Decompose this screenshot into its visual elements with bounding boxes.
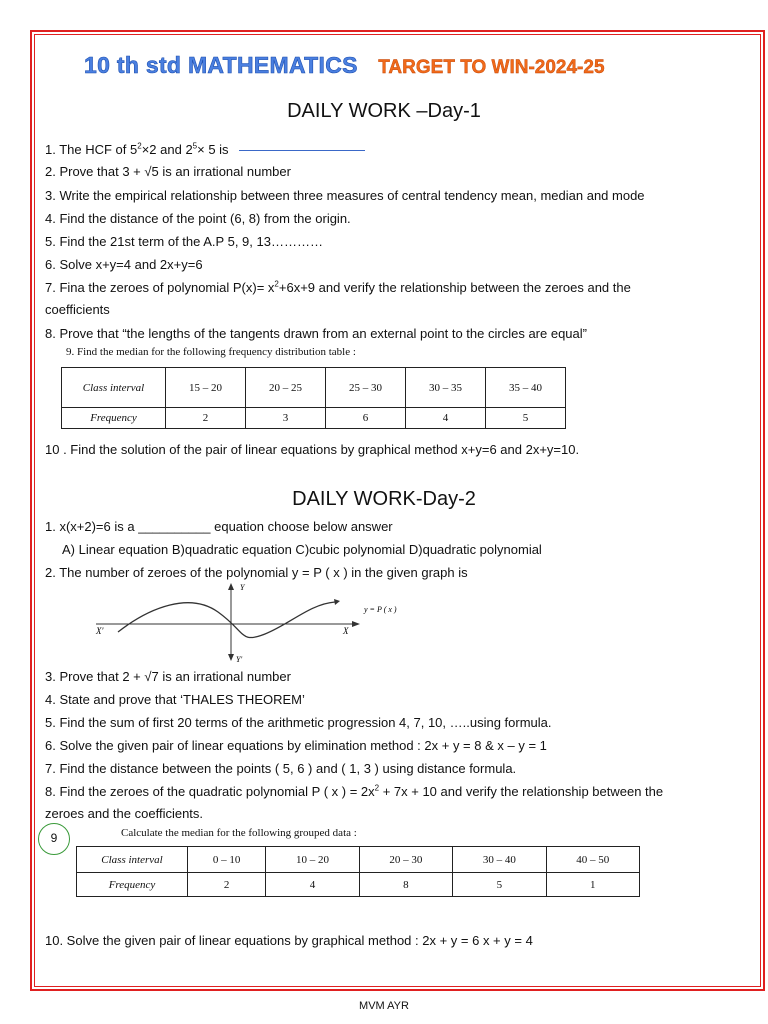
day1-question-5: 5. Find the 21st term of the A.P 5, 9, 13…………: [45, 234, 323, 249]
day1-question-8: 8. Prove that “the lengths of the tangents drawn from an external point to the circles are equal”: [45, 326, 587, 341]
table-cell: 35 – 40: [486, 368, 566, 408]
table-cell: 10 – 20: [266, 847, 359, 873]
day1-question-9: 9. Find the median for the following frequency distribution table :: [66, 346, 356, 358]
page-title: 10 th std MATHEMATICS: [84, 52, 358, 78]
footer-text: MVM AYR: [359, 1000, 409, 1012]
table-cell: 2: [166, 408, 246, 429]
day2-question-8-continued: zeroes and the coefficients.: [45, 806, 204, 821]
table-cell: 8: [359, 873, 452, 897]
day1-question-2: 2. Prove that 3 + √5 is an irrational number: [45, 164, 291, 179]
x-axis-arrow: [352, 621, 360, 627]
day2-question-5: 5. Find the sum of first 20 terms of the arithmetic progression 4, 7, 10, …..using formula.: [45, 715, 552, 730]
day2-question-3: 3. Prove that 2 + √7 is an irrational number: [45, 669, 291, 684]
table-cell: 25 – 30: [326, 368, 406, 408]
table-cell: 3: [246, 408, 326, 429]
table-header-frequency: Frequency: [77, 873, 188, 897]
target-title: TARGET TO WIN-2024-25: [378, 57, 605, 78]
table-cell: 1: [546, 873, 639, 897]
day1-question-7: 7. Fina the zeroes of polynomial $P(x)= x^2+6x+9$ and verify the relationship between the zeroes and the: [45, 279, 631, 295]
table-cell: 30 – 35: [406, 368, 486, 408]
curve-arrow: [334, 599, 340, 605]
polynomial-curve: [118, 602, 335, 638]
day2-question-1-options: A) Linear equation B)quadratic equation C)cubic polynomial D)quadratic polynomial: [62, 542, 542, 557]
day1-question-10: 10 . Find the solution of the pair of linear equations by graphical method x+y=6 and 2x+y=10.: [45, 442, 580, 457]
table-cell: 5: [486, 408, 566, 429]
x-label: X: [343, 626, 349, 636]
table-cell: 4: [406, 408, 486, 429]
table-header-class: Class interval: [77, 847, 188, 873]
table-cell: 2: [188, 873, 266, 897]
table-cell: 20 – 25: [246, 368, 326, 408]
day1-question-3: 3. Write the empirical relationship between three measures of central tendency mean, median and mode: [45, 188, 645, 203]
day1-question-6: 6. Solve x+y=4 and 2x+y=6: [45, 257, 203, 272]
day2-question-7: 7. Find the distance between the points ( 5, 6 ) and ( 1, 3 ) using distance formula.: [45, 761, 517, 776]
y-axis-arrow-up: [228, 583, 234, 590]
table-cell: 0 – 10: [188, 847, 266, 873]
day1-frequency-table: [61, 367, 566, 429]
table-header-class: Class interval: [62, 368, 166, 408]
day2-question-10: 10. Solve the given pair of linear equations by graphical method : 2x + y = 6 x + y = 4: [45, 933, 533, 948]
day1-heading: DAILY WORK –Day-1: [287, 100, 481, 122]
table-cell: 6: [326, 408, 406, 429]
day2-question-1: 1. x(x+2)=6 is a __________ equation choose below answer: [45, 519, 393, 534]
table-cell: 15 – 20: [166, 368, 246, 408]
day2-question-4: 4. State and prove that ‘THALES THEOREM’: [45, 692, 305, 707]
table-cell: 5: [453, 873, 546, 897]
day2-question-8: 8. Find the zeroes of the quadratic polynomial P ( x ) = $2x^2 + 7x + 10$ and verify the relationship between the: [45, 783, 664, 799]
day1-question-7-continued: coefficients: [45, 302, 110, 317]
y-axis-arrow-down: [228, 654, 234, 661]
table-cell: 4: [266, 873, 359, 897]
curve-label: y = P ( x ): [364, 605, 397, 614]
day2-question-6: 6. Solve the given pair of linear equations by elimination method : 2x + y = 8 & x – y = 1: [45, 738, 547, 753]
answer-blank: [239, 150, 365, 151]
y-label: Y: [240, 583, 245, 592]
table-row-frequency: [62, 408, 566, 429]
polynomial-graph: [90, 582, 430, 664]
day2-question-9: Calculate the median for the following grouped data :: [121, 827, 357, 839]
day1-question-4: 4. Find the distance of the point (6, 8) from the origin.: [45, 211, 351, 226]
question-9-circle-marker: 9: [38, 823, 70, 855]
table-cell: 20 – 30: [359, 847, 452, 873]
x-neg-label: X': [96, 626, 104, 636]
table-cell: 30 – 40: [453, 847, 546, 873]
day2-frequency-table: [76, 846, 640, 897]
table-row-frequency: [77, 873, 640, 897]
day2-question-2: 2. The number of zeroes of the polynomial y = P ( x ) in the given graph is: [45, 565, 468, 580]
table-header-frequency: Frequency: [62, 408, 166, 429]
table-cell: 40 – 50: [546, 847, 639, 873]
day1-question-1: 1. The HCF of $5^2\times 2$ and $2^5\times 5$ is: [45, 140, 365, 160]
day2-heading: DAILY WORK-Day-2: [292, 488, 476, 510]
table-row-class: [77, 847, 640, 873]
y-neg-label: Y': [236, 655, 243, 664]
table-row-class: [62, 368, 566, 408]
page-header: [84, 52, 605, 79]
